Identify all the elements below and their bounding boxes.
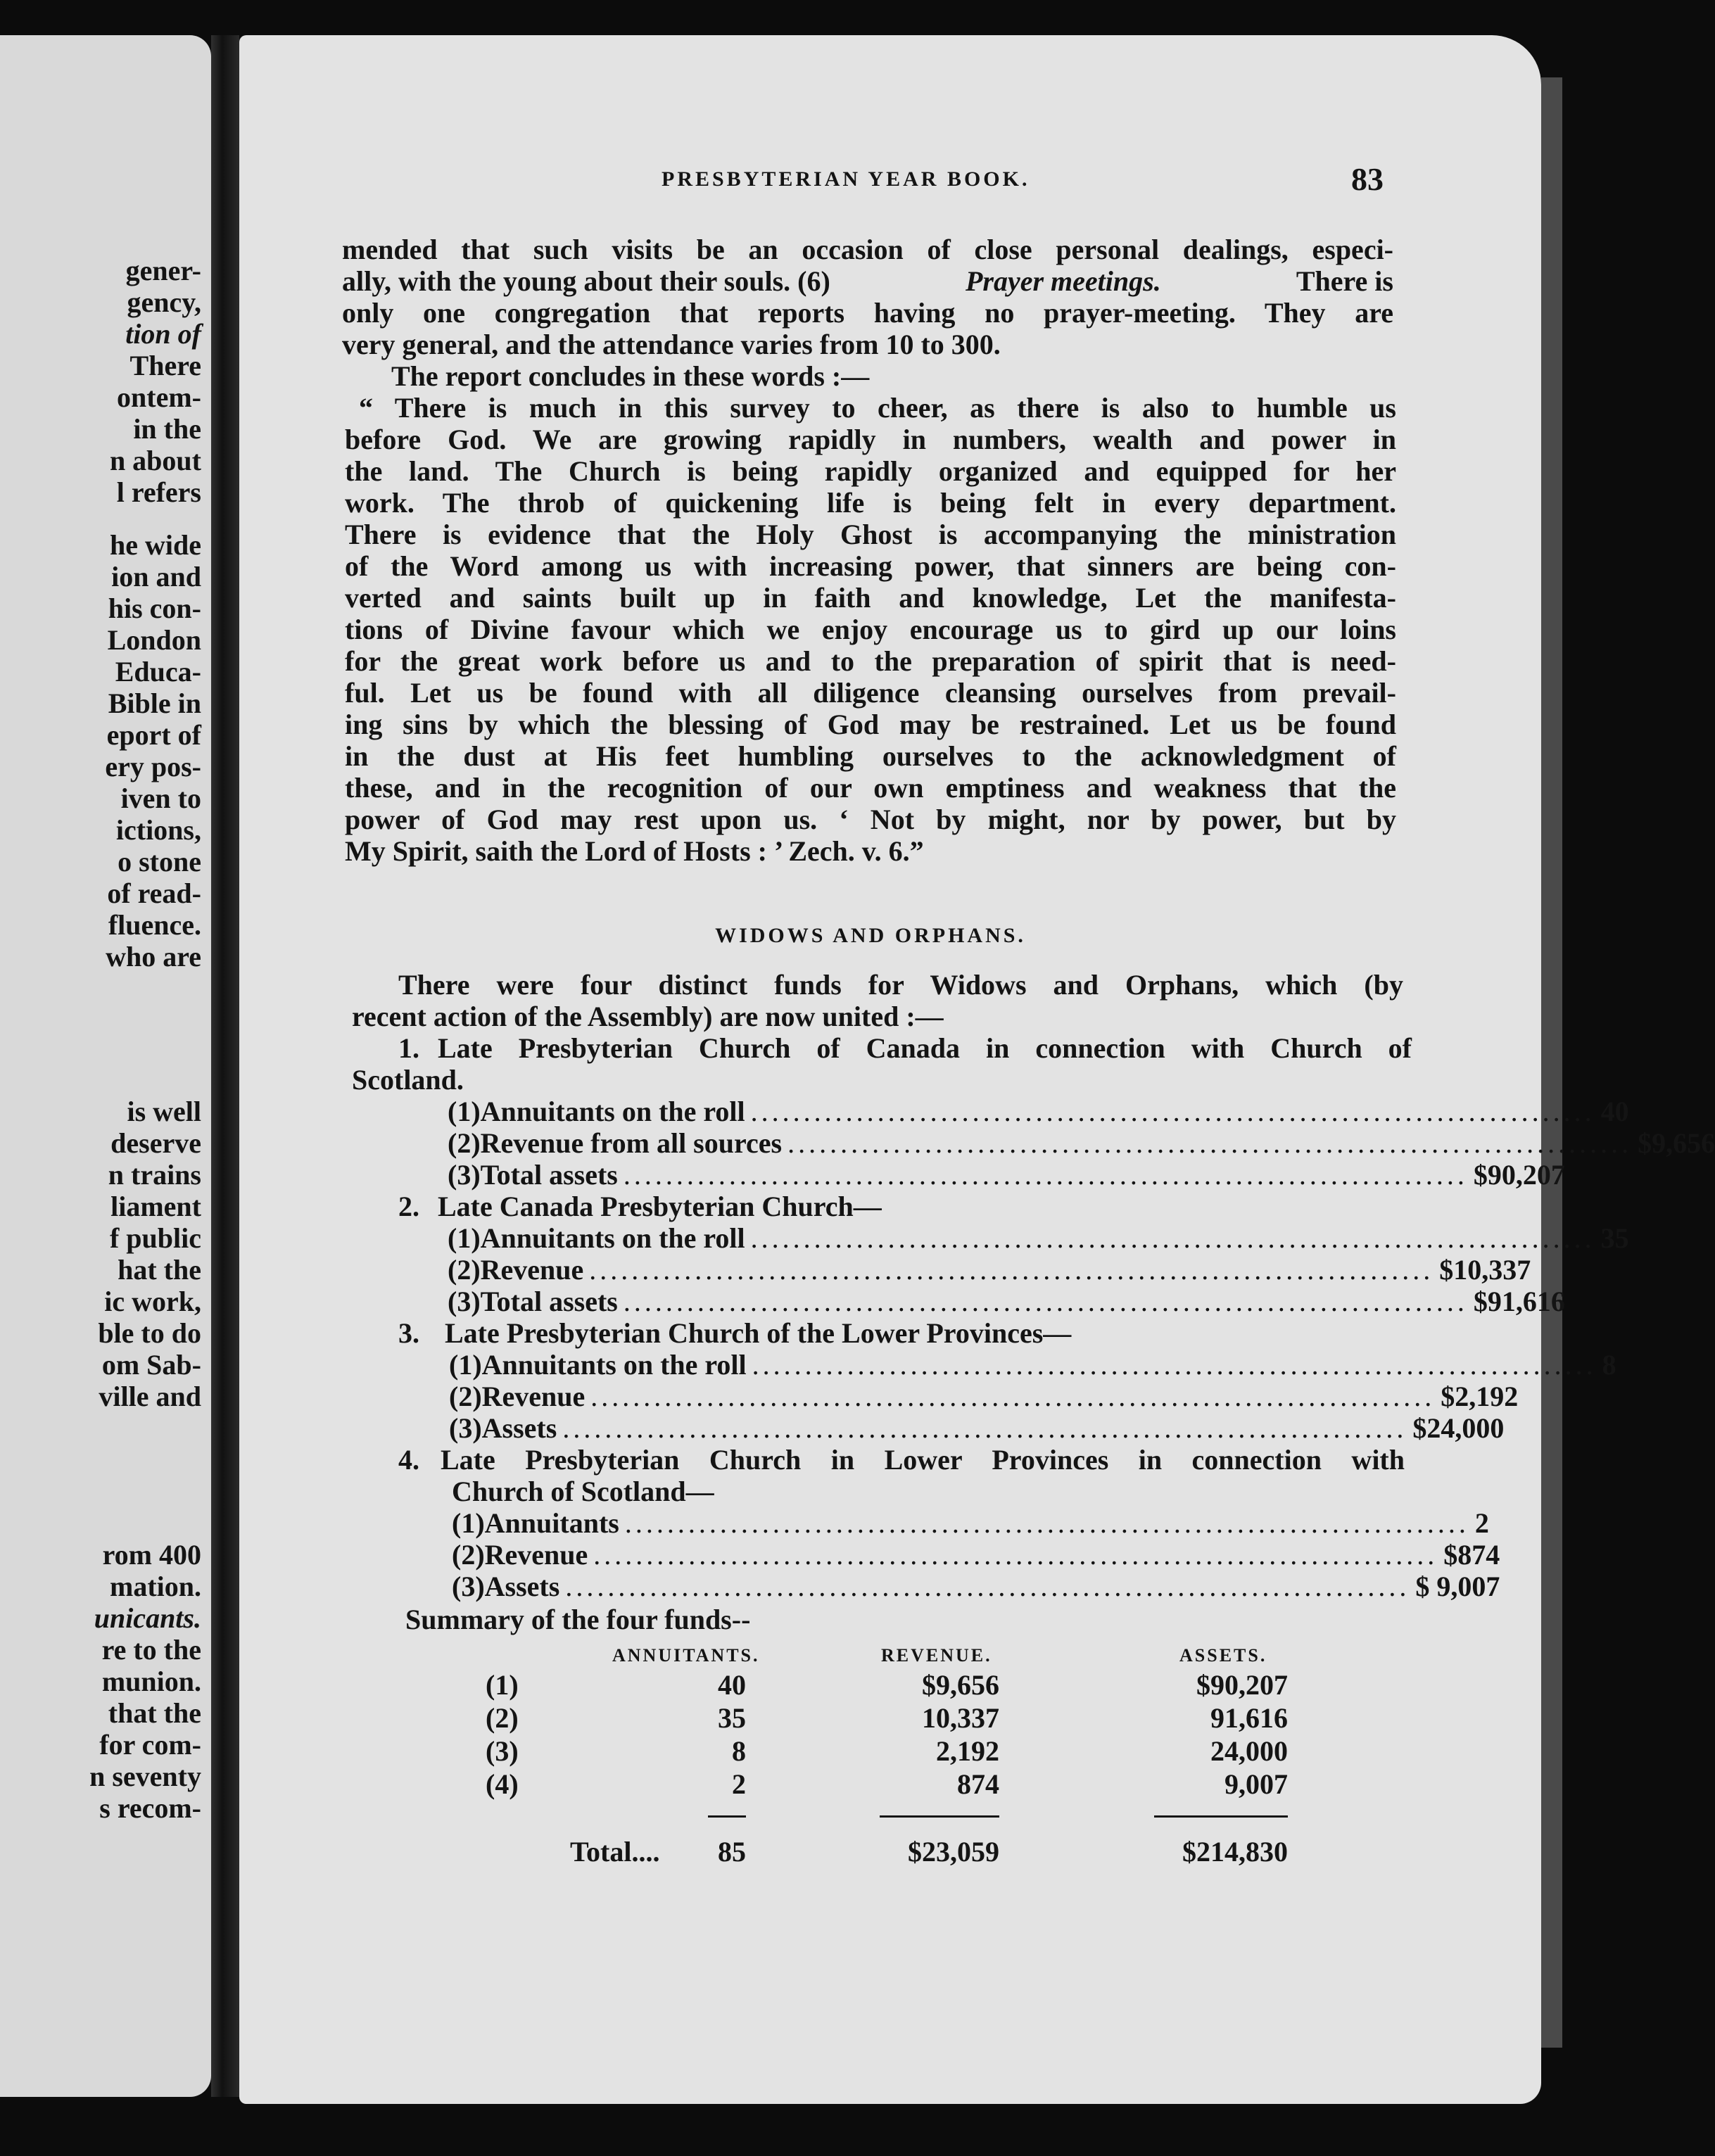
body-line <box>342 267 1393 296</box>
leader-dots: ................................................................................ <box>565 1571 1410 1602</box>
item-label: Annuitants on the roll <box>480 1096 745 1127</box>
body-line: only one congregation that reports having no prayer-meeting. They are <box>342 297 1393 329</box>
item-label: Revenue <box>484 1539 588 1571</box>
left-page-line: Educa- <box>115 656 201 687</box>
left-page-line: munion. <box>101 1666 201 1697</box>
left-page-line: that the <box>108 1697 201 1729</box>
summary-header-revenue: REVENUE. <box>881 1645 992 1666</box>
item-value: $91,616 <box>1473 1286 1565 1317</box>
fund-title-text: Late Presbyterian Church of Canada in connection with Church of <box>438 1032 1412 1064</box>
fund-item <box>452 1539 1500 1571</box>
summary-annuitants: 35 <box>718 1702 746 1734</box>
summary-annuitants: 8 <box>732 1735 746 1767</box>
summary-total-annuitants: 85 <box>718 1836 746 1868</box>
fund-title-text: Late Presbyterian Church of the Lower Provinces— <box>445 1317 1072 1349</box>
summary-assets: $90,207 <box>1196 1669 1288 1701</box>
left-page-line: of read- <box>107 877 201 909</box>
fund-item <box>448 1254 1531 1286</box>
quote-line: these, and in the recognition of our own emptiness and weakness that the <box>345 772 1396 804</box>
left-page-line: Bible in <box>108 687 201 719</box>
left-page-line: ble to do <box>98 1317 201 1349</box>
left-page-line: is well <box>127 1096 201 1127</box>
fund-title-text: Church of Scotland— <box>452 1476 714 1507</box>
item-value: $ 9,007 <box>1415 1571 1500 1602</box>
left-page-line: re to the <box>101 1634 201 1666</box>
left-page-line: eport of <box>106 719 201 751</box>
fund-title <box>398 1034 1412 1063</box>
quote-line: power of God may rest upon us. ‘ Not by might, nor by power, but by <box>345 804 1396 835</box>
leader-dots: ................................................................................ <box>562 1412 1407 1444</box>
left-page-line: gency, <box>127 286 201 318</box>
leader-dots: ................................................................................ <box>750 1096 1595 1127</box>
item-label: Annuitants on the roll <box>480 1222 745 1254</box>
fund-item <box>449 1349 1616 1381</box>
item-number: (2) <box>452 1539 485 1571</box>
summary-assets: 24,000 <box>1210 1735 1288 1767</box>
summary-row-num: (1) <box>486 1669 519 1701</box>
left-page-line: deserve <box>110 1127 201 1159</box>
page-number: 83 <box>1351 161 1384 197</box>
summary-assets: 9,007 <box>1224 1768 1288 1800</box>
left-page-line: f public <box>109 1222 201 1254</box>
quote-line: ing sins by which the blessing of God may be restrained. Let us be found <box>345 709 1396 740</box>
left-page-line: ery pos- <box>105 751 201 782</box>
rule-assets <box>1154 1815 1288 1818</box>
left-page-line: for com- <box>99 1729 201 1761</box>
leader-dots: ................................................................................ <box>593 1539 1438 1571</box>
item-value: 8 <box>1602 1349 1616 1381</box>
left-page-line: ictions, <box>115 814 201 846</box>
fund-item <box>448 1096 1629 1127</box>
summary-title: Summary of the four funds-- <box>405 1604 751 1635</box>
summary-total-label: Total.... <box>570 1836 660 1868</box>
left-page-line: mation. <box>110 1571 201 1602</box>
leader-dots: ................................................................................ <box>589 1254 1434 1286</box>
item-label: Annuitants <box>484 1507 619 1539</box>
fund-title <box>398 1193 882 1221</box>
item-value: 35 <box>1600 1222 1629 1254</box>
summary-annuitants: 40 <box>718 1669 746 1701</box>
leader-dots: ................................................................................ <box>623 1286 1468 1317</box>
quote-intro: The report concludes in these words :— <box>391 360 870 392</box>
item-value: $90,207 <box>1473 1159 1565 1191</box>
fund-item <box>448 1286 1565 1317</box>
fund-number: 1. <box>398 1032 419 1064</box>
left-page-line: tion of <box>125 318 201 350</box>
quote-line: “ There is much in this survey to cheer, as there is also to humble us <box>359 392 1396 424</box>
fund-item <box>452 1571 1500 1602</box>
item-label: Total assets <box>480 1159 618 1191</box>
left-page-line: ic work, <box>104 1286 201 1317</box>
rule-revenue <box>880 1815 999 1818</box>
rule-annuitants <box>708 1815 746 1818</box>
summary-revenue: 874 <box>957 1768 999 1800</box>
leader-dots: ................................................................................ <box>624 1507 1469 1539</box>
quote-line: of the Word among us with increasing power, that sinners are being con- <box>345 550 1396 582</box>
fund-title-text: Late Presbyterian Church in Lower Provinces in connection with <box>441 1444 1405 1476</box>
item-value: 2 <box>1474 1507 1489 1539</box>
left-page-line: ontem- <box>117 381 201 413</box>
left-page-line: rom 400 <box>102 1539 201 1571</box>
quote-line: My Spirit, saith the Lord of Hosts : ’ Zech. v. 6.” <box>345 835 924 867</box>
left-page-line: who are <box>106 941 201 972</box>
fund-item <box>448 1222 1629 1254</box>
summary-header-annuitants: ANNUITANTS. <box>612 1645 760 1666</box>
body-text: ally, with the young about their souls. (6) <box>342 265 830 297</box>
leader-dots: ................................................................................ <box>787 1127 1633 1159</box>
item-number: (3) <box>449 1412 482 1444</box>
left-page-fragment <box>0 35 211 2097</box>
fund-item <box>448 1127 1715 1159</box>
item-label: Assets <box>481 1412 557 1444</box>
left-page-line: gener- <box>125 255 201 286</box>
item-value: 40 <box>1600 1096 1629 1127</box>
left-page-line: om Sab- <box>101 1349 201 1381</box>
quote-line: for the great work before us and to the preparation of spirit that is need- <box>345 645 1396 677</box>
left-page-line: iven to <box>120 782 201 814</box>
quote-line: ful. Let us be found with all diligence cleansing ourselves from prevail- <box>345 677 1396 709</box>
leader-dots: ................................................................................ <box>752 1349 1597 1381</box>
summary-revenue: $9,656 <box>922 1669 999 1701</box>
item-number: (2) <box>448 1127 481 1159</box>
left-page-line: liament <box>110 1191 201 1222</box>
item-number: (2) <box>448 1254 481 1286</box>
fund-title <box>398 1446 1405 1474</box>
item-value: $24,000 <box>1412 1412 1505 1444</box>
left-page-line: hat the <box>118 1254 201 1286</box>
summary-revenue: 2,192 <box>936 1735 999 1767</box>
fund-number: 2. <box>398 1191 419 1222</box>
running-title: PRESBYTERIAN YEAR BOOK. <box>662 167 1030 191</box>
item-label: Annuitants on the roll <box>481 1349 747 1381</box>
left-page-line: ion and <box>111 561 201 592</box>
fund-number: 4. <box>398 1444 419 1476</box>
fund-item <box>452 1507 1489 1539</box>
left-page-line: n trains <box>108 1159 201 1191</box>
left-page-line: London <box>107 624 201 656</box>
quote-line: There is evidence that the Holy Ghost is accompanying the ministration <box>345 519 1396 550</box>
left-page-line: s recom- <box>99 1792 201 1824</box>
summary-annuitants: 2 <box>732 1768 746 1800</box>
left-page-line: ville and <box>99 1381 201 1412</box>
body-text: There is <box>1296 265 1393 297</box>
item-value: $9,656 <box>1638 1127 1715 1159</box>
right-page <box>239 35 1715 2104</box>
leader-dots: ................................................................................ <box>623 1159 1468 1191</box>
item-label: Revenue <box>481 1381 586 1412</box>
italic-term: Prayer meetings. <box>965 265 1161 297</box>
item-number: (1) <box>449 1349 482 1381</box>
quote-line: before God. We are growing rapidly in numbers, wealth and power in <box>345 424 1396 455</box>
left-page-line: he wide <box>110 529 201 561</box>
leader-dots: ................................................................................ <box>590 1381 1436 1412</box>
quote-line: the land. The Church is being rapidly organized and equipped for her <box>345 455 1396 487</box>
section-intro-line: recent action of the Assembly) are now united :— <box>352 1001 944 1032</box>
item-label: Assets <box>484 1571 560 1602</box>
summary-total-assets: $214,830 <box>1182 1836 1288 1868</box>
fund-item <box>449 1381 1519 1412</box>
item-label: Total assets <box>480 1286 618 1317</box>
left-page-line: n about <box>109 445 201 476</box>
fund-title-text: Scotland. <box>352 1064 464 1096</box>
item-label: Revenue <box>480 1254 584 1286</box>
left-page-line: his con- <box>108 592 201 624</box>
body-line: mended that such visits be an occasion of close personal dealings, especi- <box>342 234 1393 265</box>
item-number: (3) <box>448 1286 481 1317</box>
summary-row-num: (4) <box>486 1768 519 1800</box>
item-number: (2) <box>449 1381 482 1412</box>
quote-line: verted and saints built up in faith and knowledge, Let the manifesta- <box>345 582 1396 614</box>
quote-line: tions of Divine favour which we enjoy encourage us to gird up our loins <box>345 614 1396 645</box>
body-line: very general, and the attendance varies from 10 to 300. <box>342 329 1001 360</box>
quote-line: in the dust at His feet humbling ourselves to the acknowledgment of <box>345 740 1396 772</box>
fund-number: 3. <box>398 1317 419 1349</box>
left-page-line: o stone <box>118 846 201 877</box>
item-value: $2,192 <box>1441 1381 1519 1412</box>
item-number: (1) <box>448 1222 481 1254</box>
item-number: (1) <box>448 1096 481 1127</box>
left-page-line: There <box>129 350 201 381</box>
summary-assets: 91,616 <box>1210 1702 1288 1734</box>
item-number: (3) <box>452 1571 485 1602</box>
left-page-line: n seventy <box>89 1761 201 1792</box>
item-number: (3) <box>448 1159 481 1191</box>
summary-revenue: 10,337 <box>922 1702 999 1734</box>
item-number: (1) <box>452 1507 485 1539</box>
fund-item <box>449 1412 1505 1444</box>
quote-line: work. The throb of quickening life is being felt in every department. <box>345 487 1396 519</box>
summary-header-assets: ASSETS. <box>1179 1645 1267 1666</box>
left-page-line: unicants. <box>94 1602 201 1634</box>
item-value: $10,337 <box>1439 1254 1531 1286</box>
item-label: Revenue from all sources <box>480 1127 783 1159</box>
book-spine <box>211 35 239 2097</box>
left-page-line: fluence. <box>108 909 201 941</box>
summary-row-num: (2) <box>486 1702 519 1734</box>
leader-dots: ................................................................................ <box>750 1222 1595 1254</box>
item-value: $874 <box>1443 1539 1500 1571</box>
left-page-line: in the <box>133 413 201 445</box>
summary-row-num: (3) <box>486 1735 519 1767</box>
section-intro-line: There were four distinct funds for Widows and Orphans, which (by <box>398 969 1403 1001</box>
page-edge-shadow <box>1541 77 1562 2048</box>
fund-title <box>398 1319 1071 1348</box>
left-page-line: l refers <box>116 476 201 508</box>
fund-item <box>448 1159 1565 1191</box>
fund-title-text: Late Canada Presbyterian Church— <box>438 1191 882 1222</box>
section-heading: WIDOWS AND ORPHANS. <box>715 924 1026 947</box>
summary-total-revenue: $23,059 <box>908 1836 999 1868</box>
